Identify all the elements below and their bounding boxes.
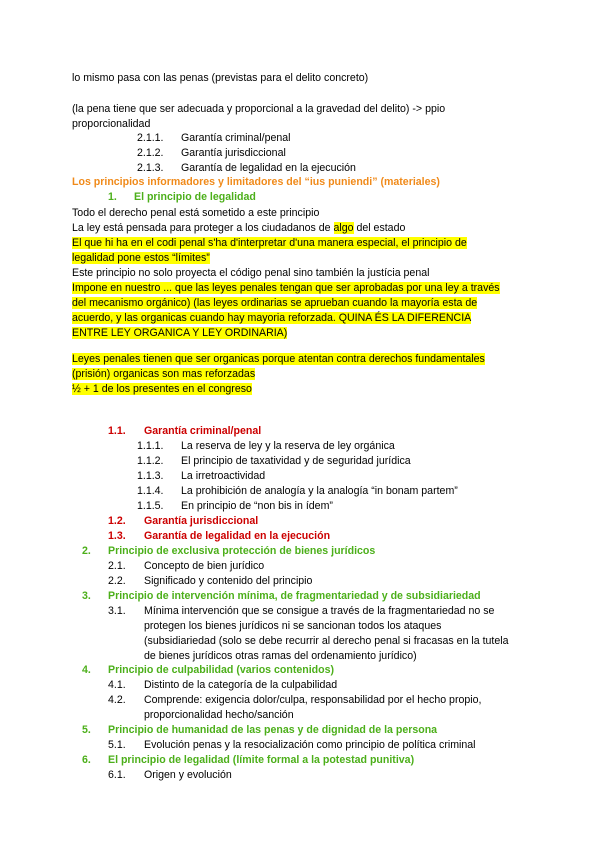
outline-number: 1.1.1. [137,440,164,452]
body-line [72,236,467,250]
section-heading [108,190,256,204]
body-line [72,326,287,340]
toc-text: Garantía criminal/penal [181,132,291,144]
outline-number: 6. [82,754,91,766]
body-line [72,382,252,396]
outline-number: 1.1.4. [137,485,164,497]
highlighted-text: El que hi ha en el codi penal s'ha d'interpretar d'una manera especial, el principio de [72,237,467,249]
intro-line: (la pena tiene que ser adecuada y proporcional a la gravedad del delito) -> ppio [72,103,446,115]
body-line [72,251,210,265]
body-text: del estado [353,222,406,234]
outline-title: Garantía de legalidad en la ejecución [144,530,331,542]
outline-title: Principio de intervención mínima, de fragmentariedad y de subsidiariedad [108,590,481,602]
outline-item [108,678,337,692]
outline-heading [108,514,258,528]
outline-number: 5. [82,724,91,736]
toc-item [137,131,291,145]
outline-heading [82,663,334,677]
body-line [72,221,405,235]
outline-heading [82,544,375,558]
outline-number: 2.2. [108,575,126,587]
intro-line: lo mismo pasa con las penas (previstas para el delito concreto) [72,72,369,84]
outline-item [108,693,481,707]
highlighted-text: ENTRE LEY ORGANICA Y LEY ORDINARIA) [72,327,288,339]
outline-item [137,439,395,453]
outline-item [108,768,232,782]
outline-item [137,484,458,498]
outline-number: 1.1.2. [137,455,164,467]
outline-text: Origen y evolución [144,769,232,781]
body-line [72,367,255,381]
outline-number: 1.3. [108,530,126,542]
outline-text: Distinto de la categoría de la culpabilidad [144,679,338,691]
toc-number: 2.1.2. [137,147,164,159]
outline-title: Principio de culpabilidad (varios contenidos) [108,664,335,676]
outline-item [137,454,411,468]
highlighted-text: (prisión) organicas son mas reforzadas [72,368,256,380]
highlighted-text: legalidad pone estos “límites” [72,252,210,264]
outline-item [137,469,265,483]
outline-item [108,559,264,573]
toc-number: 2.1.1. [137,132,164,144]
outline-heading [108,424,261,438]
outline-number: 1.1. [108,425,126,437]
outline-number: 4. [82,664,91,676]
outline-text: La reserva de ley y la reserva de ley orgánica [181,440,395,452]
outline-text: Concepto de bien jurídico [144,560,265,572]
body-text: La ley está pensada para proteger a los ciudadanos de [72,222,334,234]
outline-number: 1.1.3. [137,470,164,482]
section-title: El principio de legalidad [134,191,256,203]
body-line: Este principio no solo proyecta el código penal sino también la justícia penal [72,267,430,279]
intro-line: proporcionalidad [72,118,151,130]
body-line [72,352,485,366]
outline-heading [108,529,330,543]
highlighted-text: Impone en nuestro ... que las leyes penales tengan que ser aprobadas por una ley a través [72,282,500,294]
section-number: 1. [108,191,117,203]
outline-text: El principio de taxatividad y de seguridad jurídica [181,455,411,467]
outline-text: protegen los bienes jurídicos ni se sancionan todos los ataques [144,620,442,632]
outline-heading [82,723,437,737]
outline-text: La prohibición de analogía y la analogía “in bonam partem” [181,485,458,497]
toc-item [137,146,286,160]
outline-title: Principio de humanidad de las penas y de dignidad de la persona [108,724,438,736]
body-line [72,311,471,325]
outline-item [108,738,476,752]
outline-item [108,604,494,618]
outline-number: 6.1. [108,769,126,781]
outline-text: Significado y contenido del principio [144,575,313,587]
outline-number: 2. [82,545,91,557]
outline-number: 3. [82,590,91,602]
outline-text: (subsidiariedad (solo se debe recurrir al derecho penal si fracasas en la tutela [144,635,509,647]
outline-title: El principio de legalidad (límite formal a la potestad punitiva) [108,754,415,766]
outline-text: Comprende: exigencia dolor/culpa, responsabilidad por el hecho propio, [144,694,482,706]
outline-text: de bienes jurídicos otras ramas del ordenamiento jurídico) [144,650,417,662]
outline-number: 1.2. [108,515,126,527]
highlighted-text: ½ + 1 de los presentes en el congreso [72,383,252,395]
body-line: Todo el derecho penal está sometido a este principio [72,207,320,219]
section-heading: Los principios informadores y limitadores del “ius puniendi” (materiales) [72,176,440,188]
outline-number: 2.1. [108,560,126,572]
outline-number: 5.1. [108,739,126,751]
outline-heading [82,589,481,603]
outline-text: proporcionalidad hecho/sanción [144,709,294,721]
outline-text: Mínima intervención que se consigue a través de la fragmentariedad no se [144,605,495,617]
toc-text: Garantía de legalidad en la ejecución [181,162,356,174]
toc-item [137,161,356,175]
outline-text: La irretroactividad [181,470,266,482]
toc-number: 2.1.3. [137,162,164,174]
outline-heading [82,753,414,767]
highlighted-text: Leyes penales tienen que ser organicas porque atentan contra derechos fundamentales [72,353,485,365]
toc-text: Garantía jurisdiccional [181,147,286,159]
outline-title: Principio de exclusiva protección de bienes jurídicos [108,545,376,557]
outline-item [137,499,333,513]
highlighted-text: algo [333,222,354,234]
outline-number: 1.1.5. [137,500,164,512]
outline-text: Evolución penas y la resocialización como principio de política criminal [144,739,476,751]
outline-title: Garantía criminal/penal [144,425,262,437]
outline-number: 3.1. [108,605,126,617]
outline-number: 4.1. [108,679,126,691]
body-line [72,296,477,310]
highlighted-text: acuerdo, y las organicas cuando hay mayoria reforzada. QUINA ÉS LA DIFERENCIA [72,312,472,324]
outline-number: 4.2. [108,694,126,706]
outline-title: Garantía jurisdiccional [144,515,259,527]
body-line [72,281,500,295]
outline-item [108,574,312,588]
highlighted-text: del mecanismo orgánico) (las leyes ordinarias se aprueban cuando la mayoría esta de [72,297,478,309]
outline-text: En principio de “non bis in ídem” [181,500,333,512]
